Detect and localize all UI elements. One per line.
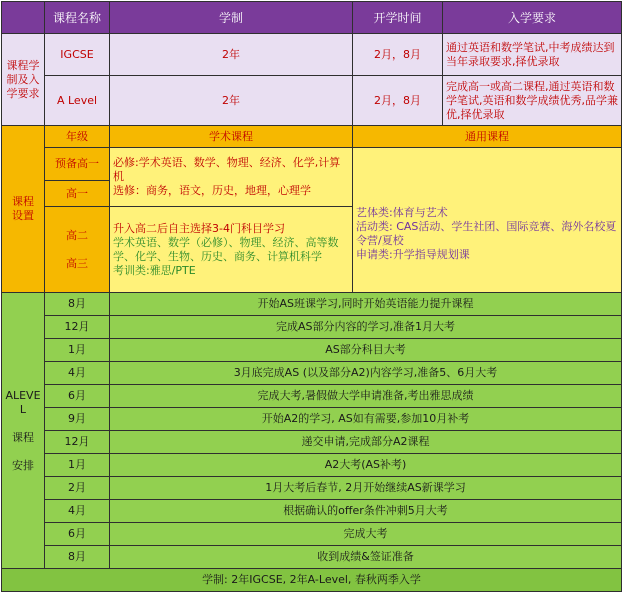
schedule-month: 12月 bbox=[45, 316, 110, 339]
section-label-line: ALEVEL bbox=[5, 388, 41, 416]
table-row bbox=[2, 293, 622, 316]
table-row bbox=[2, 362, 622, 385]
table-row bbox=[2, 454, 622, 477]
grade-1: 高一 bbox=[45, 181, 110, 207]
academic-required: 必修:学术英语、数学、物理、经济、化学,计算机 bbox=[113, 156, 341, 183]
table-row bbox=[2, 477, 622, 500]
schedule-content: 递交申请,完成部分A2课程 bbox=[110, 431, 622, 454]
header-row bbox=[2, 2, 622, 34]
schedule-content: 根据确认的offer条件冲刺5月大考 bbox=[110, 500, 622, 523]
header-duration: 学制 bbox=[110, 2, 353, 34]
general-header: 通用课程 bbox=[353, 126, 622, 148]
academic-cell-upper bbox=[110, 207, 353, 293]
grade-3: 高三 bbox=[66, 256, 88, 270]
section-label-duration: 课程学制及入学要求 bbox=[2, 34, 45, 126]
table-row bbox=[2, 523, 622, 546]
header-course: 课程名称 bbox=[45, 2, 110, 34]
course-duration: 2年 bbox=[110, 76, 353, 126]
schedule-content: AS部分科目大考 bbox=[110, 339, 622, 362]
schedule-month: 2月 bbox=[45, 477, 110, 500]
schedule-content: 完成大考 bbox=[110, 523, 622, 546]
schedule-content: 完成大考,暑假做大学申请准备,考出雅思成绩 bbox=[110, 385, 622, 408]
schedule-content: A2大考(AS补考) bbox=[110, 454, 622, 477]
general-arts: 艺体类:体育与艺术 bbox=[356, 206, 448, 219]
schedule-month: 4月 bbox=[45, 362, 110, 385]
course-requirement: 通过英语和数学笔试,中考成绩达到当年录取要求,择优录取 bbox=[443, 34, 622, 76]
schedule-content: 3月底完成AS (以及部分A2)内容学习,准备5、6月大考 bbox=[110, 362, 622, 385]
academic-tests: 考训类:雅思/PTE bbox=[113, 263, 196, 277]
schedule-month: 6月 bbox=[45, 523, 110, 546]
table-row bbox=[2, 339, 622, 362]
course-start: 2月，8月 bbox=[353, 76, 443, 126]
section-label-curriculum bbox=[2, 126, 45, 293]
grade-pre: 预备高一 bbox=[45, 148, 110, 181]
table-row bbox=[2, 316, 622, 339]
header-start: 开学时间 bbox=[353, 2, 443, 34]
schedule-month: 1月 bbox=[45, 454, 110, 477]
table-row bbox=[2, 76, 622, 126]
course-start: 2月，8月 bbox=[353, 34, 443, 76]
academic-header: 学术课程 bbox=[110, 126, 353, 148]
grade-2: 高二 bbox=[66, 228, 88, 242]
footer-note: 学制: 2年IGCSE, 2年A-Level, 春秋两季入学 bbox=[2, 569, 622, 592]
grade-2-3 bbox=[45, 207, 110, 293]
curriculum-header-row bbox=[2, 126, 622, 148]
section-label-line: 安排 bbox=[12, 458, 34, 472]
curriculum-table bbox=[1, 1, 622, 592]
schedule-month: 4月 bbox=[45, 500, 110, 523]
table-row bbox=[2, 408, 622, 431]
section-label-line: 课程 bbox=[12, 195, 34, 208]
course-requirement: 完成高一或高二课程,通过英语和数学笔试,英语和数学成绩优秀,品学兼优,择优录取 bbox=[443, 76, 622, 126]
section-label-line: 课程 bbox=[12, 430, 34, 444]
table-row bbox=[2, 385, 622, 408]
schedule-content: 收到成绩&签证准备 bbox=[110, 546, 622, 569]
course-name: A Level bbox=[45, 76, 110, 126]
general-cell bbox=[353, 148, 622, 293]
academic-elective: 选修：商务，语文，历史，地理，心理学 bbox=[113, 184, 311, 197]
schedule-content: 开始AS班课学习,同时开始英语能力提升课程 bbox=[110, 293, 622, 316]
academic-choose: 升入高二后自主选择3-4门科目学习 bbox=[113, 221, 285, 235]
academic-subjects: 学术英语、数学（必修）、物理、经济、高等数学、化学、生物、历史、商务、计算机科学 bbox=[113, 235, 339, 263]
header-corner bbox=[2, 2, 45, 34]
section-label-line: 设置 bbox=[12, 209, 34, 222]
section-label-alevel bbox=[2, 293, 45, 569]
schedule-content: 开始A2的学习, AS如有需要,参加10月补考 bbox=[110, 408, 622, 431]
schedule-content: 1月大考后春节, 2月开始继续AS新课学习 bbox=[110, 477, 622, 500]
course-duration: 2年 bbox=[110, 34, 353, 76]
course-name: IGCSE bbox=[45, 34, 110, 76]
header-requirement: 入学要求 bbox=[443, 2, 622, 34]
general-activities: 活动类: CAS活动、学生社团、国际竞赛、海外名校夏令营/夏校 bbox=[356, 220, 617, 247]
table-row bbox=[2, 148, 622, 181]
schedule-month: 6月 bbox=[45, 385, 110, 408]
schedule-month: 1月 bbox=[45, 339, 110, 362]
general-application: 申请类:升学指导规划课 bbox=[356, 248, 470, 261]
table-row bbox=[2, 500, 622, 523]
footer-row bbox=[2, 569, 622, 592]
schedule-month: 12月 bbox=[45, 431, 110, 454]
schedule-content: 完成AS部分内容的学习,准备1月大考 bbox=[110, 316, 622, 339]
table-row bbox=[2, 34, 622, 76]
table-row bbox=[2, 546, 622, 569]
academic-cell-lower bbox=[110, 148, 353, 207]
grade-header: 年级 bbox=[45, 126, 110, 148]
schedule-month: 8月 bbox=[45, 293, 110, 316]
table-row bbox=[2, 431, 622, 454]
schedule-month: 9月 bbox=[45, 408, 110, 431]
schedule-month: 8月 bbox=[45, 546, 110, 569]
